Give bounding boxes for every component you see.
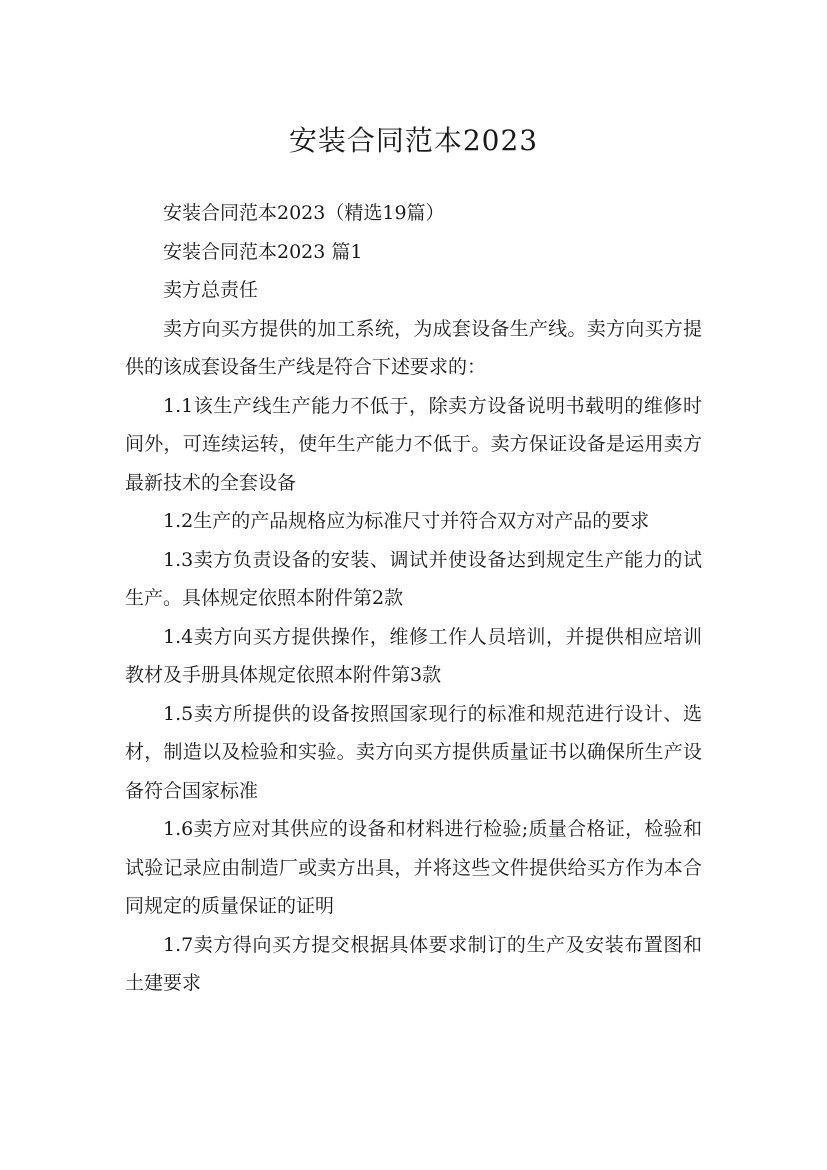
paragraph-chapter-heading: 安装合同范本2023 篇1 (163, 240, 363, 263)
paragraph-clause-1-6: 1.6卖方应对其供应的设备和材料进行检验;质量合格证，检验和试验记录应由制造厂或卖方出具，并将这些文件提供给买方作为本合同规定的质量保证的证明 (125, 818, 702, 917)
document-body (125, 194, 702, 1003)
paragraph-clause-1-2: 1.2生产的产品规格应为标准尺寸并符合双方对产品的要求 (163, 510, 650, 532)
paragraph-clause-1-7: 1.7卖方得向买方提交根据具体要求制订的生产及安装布置图和土建要求 (125, 933, 702, 994)
paragraph-section-heading: 卖方总责任 (163, 279, 259, 301)
paragraph-subtitle: 安装合同范本2023（精选19篇） (163, 202, 445, 224)
document-title: 安装合同范本2023 (288, 123, 539, 157)
paragraph-clause-1-1: 1.1该生产线生产能力不低于，除卖方设备说明书载明的维修时间外，可连续运转，使年生产能力不低于。卖方保证设备是运用卖方最新技术的全套设备 (125, 394, 702, 494)
paragraph-intro: 卖方向买方提供的加工系统，为成套设备生产线。卖方向买方提供的该成套设备生产线是符合下述要求的： (125, 317, 702, 378)
paragraph-clause-1-3: 1.3卖方负责设备的安装、调试并使设备达到规定生产能力的试生产。具体规定依照本附件第2款 (125, 548, 702, 609)
paragraph-clause-1-5: 1.5卖方所提供的设备按照国家现行的标准和规范进行设计、选材，制造以及检验和实验。卖方向买方提供质量证书以确保所生产设备符合国家标准 (125, 702, 702, 802)
paragraph-clause-1-4: 1.4卖方向买方提供操作，维修工作人员培训，并提供相应培训教材及手册具体规定依照本附件第3款 (125, 625, 702, 686)
